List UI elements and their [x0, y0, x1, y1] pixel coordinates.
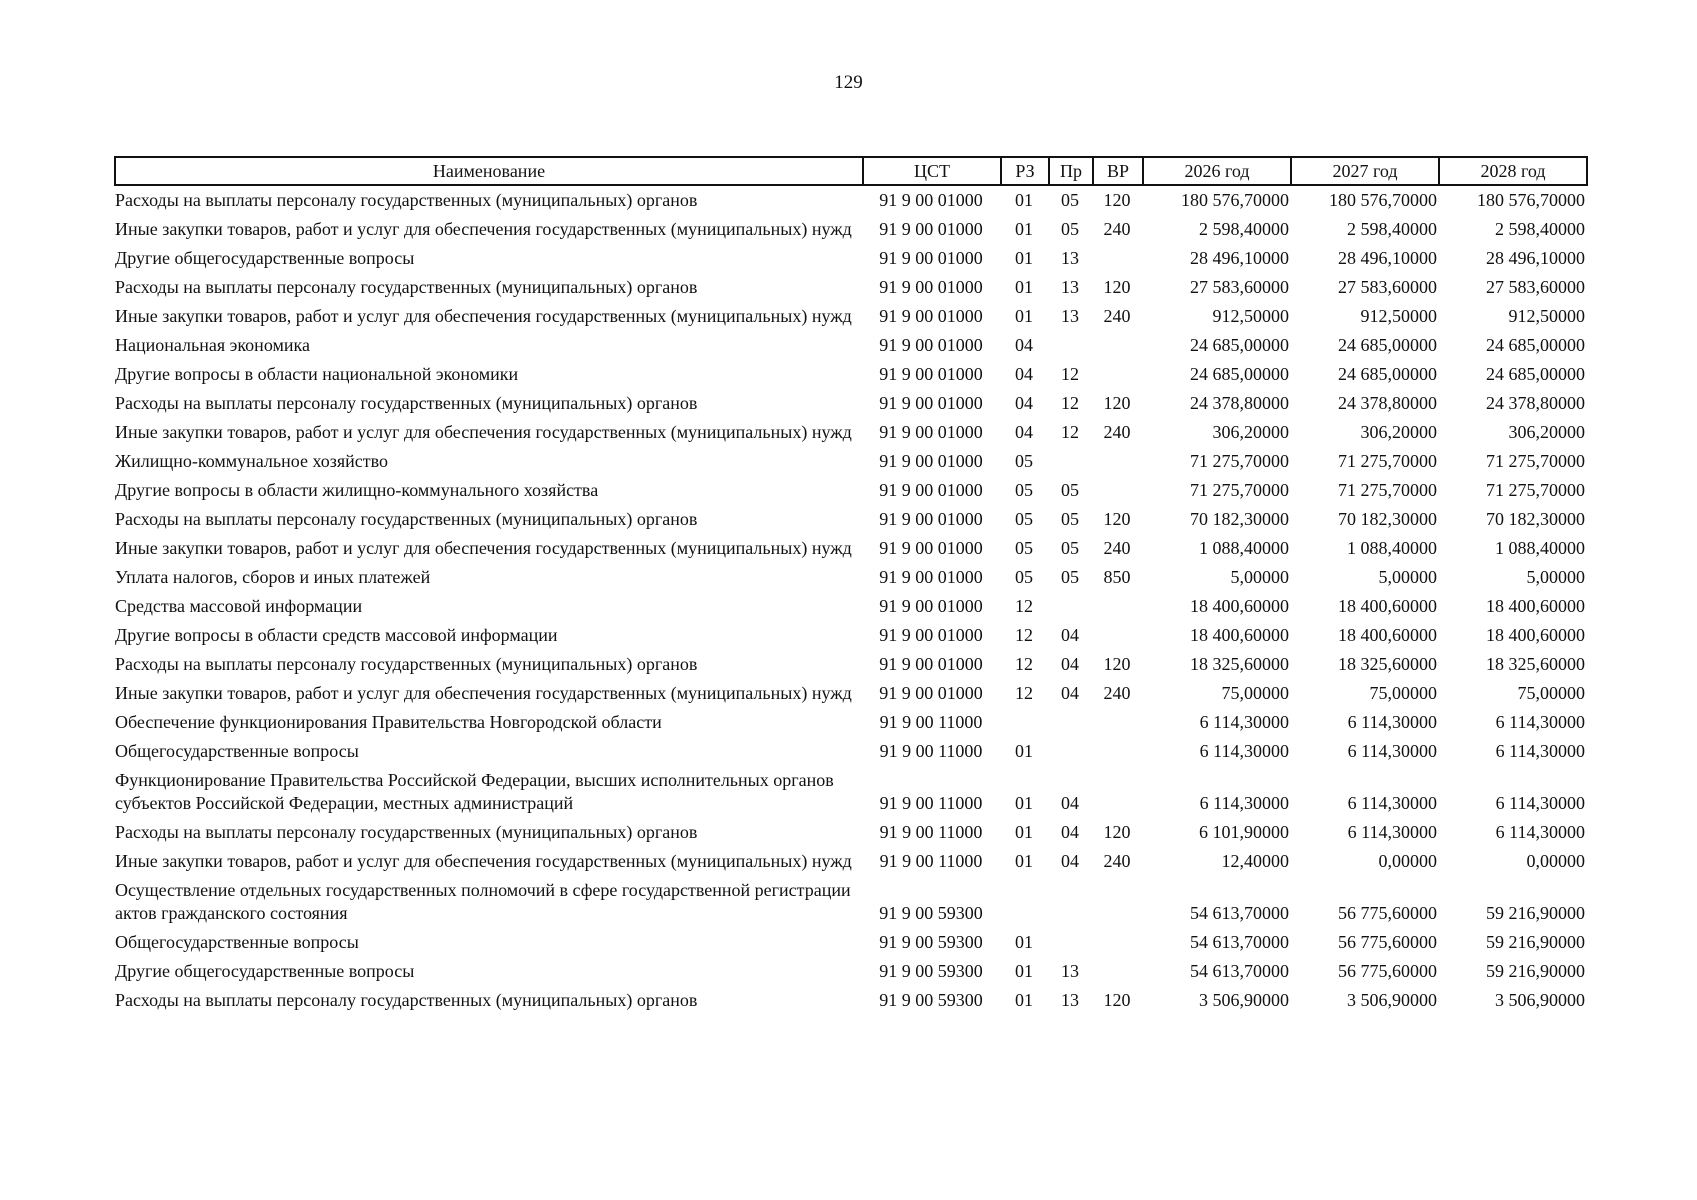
row-2027: 56 775,60000 — [1338, 903, 1437, 923]
row-pr: 13 — [1061, 961, 1079, 981]
row-cst: 91 9 00 59300 — [879, 990, 983, 1010]
row-pr — [1049, 876, 1093, 928]
row-2027: 18 400,60000 — [1338, 596, 1437, 616]
row-2028: 18 400,60000 — [1486, 625, 1585, 645]
row-2028: 59 216,90000 — [1486, 961, 1585, 981]
row-cst: 91 9 00 01000 — [879, 335, 983, 355]
table-row — [115, 476, 1587, 505]
row-pr: 04 — [1061, 654, 1079, 674]
row-vr: 120 — [1103, 654, 1131, 674]
row-pr: 05 — [1061, 480, 1079, 500]
row-vr: 240 — [1103, 422, 1131, 442]
row-2026: 6 101,90000 — [1199, 822, 1289, 842]
row-pr: 04 — [1061, 683, 1079, 703]
table-row — [115, 679, 1587, 708]
row-2027: 24 685,00000 — [1338, 364, 1437, 384]
table-row — [115, 986, 1587, 1015]
row-2027: 70 182,30000 — [1338, 509, 1437, 529]
row-rz: 05 — [1015, 509, 1033, 529]
row-2028: 1 088,40000 — [1495, 538, 1585, 558]
row-2027: 56 775,60000 — [1338, 932, 1437, 952]
row-name: Уплата налогов, сборов и иных платежей — [115, 567, 431, 587]
row-vr — [1093, 244, 1143, 273]
header-name: Наименование — [115, 157, 863, 185]
row-cst: 91 9 00 11000 — [879, 851, 983, 871]
row-pr — [1049, 928, 1093, 957]
row-2026: 28 496,10000 — [1190, 248, 1289, 268]
row-vr: 850 — [1103, 567, 1131, 587]
row-rz: 05 — [1015, 480, 1033, 500]
row-vr — [1093, 737, 1143, 766]
row-cst: 91 9 00 01000 — [879, 219, 983, 239]
row-name: Расходы на выплаты персоналу государственных (муниципальных) органов — [115, 190, 698, 210]
row-pr: 12 — [1061, 393, 1079, 413]
row-rz: 04 — [1015, 422, 1033, 442]
row-2026: 306,20000 — [1212, 422, 1289, 442]
row-2028: 75,00000 — [1517, 683, 1585, 703]
table-row — [115, 592, 1587, 621]
row-name: Иные закупки товаров, работ и услуг для обеспечения государственных (муниципальных) нужд — [115, 306, 852, 326]
row-2027: 56 775,60000 — [1338, 961, 1437, 981]
row-cst: 91 9 00 01000 — [879, 306, 983, 326]
row-cst: 91 9 00 01000 — [879, 509, 983, 529]
row-rz: 01 — [1015, 190, 1033, 210]
table-row — [115, 621, 1587, 650]
row-2026: 2 598,40000 — [1199, 219, 1289, 239]
row-cst: 91 9 00 11000 — [879, 793, 983, 813]
row-2027: 180 576,70000 — [1329, 190, 1437, 210]
row-rz: 01 — [1015, 932, 1033, 952]
row-cst: 91 9 00 11000 — [879, 741, 983, 761]
row-vr: 240 — [1103, 683, 1131, 703]
row-name: Расходы на выплаты персоналу государственных (муниципальных) органов — [115, 654, 698, 674]
row-rz — [1001, 876, 1049, 928]
row-cst: 91 9 00 01000 — [879, 567, 983, 587]
row-cst: 91 9 00 59300 — [879, 903, 983, 923]
row-cst: 91 9 00 11000 — [879, 822, 983, 842]
table-row — [115, 418, 1587, 447]
row-pr: 13 — [1061, 248, 1079, 268]
header-2026: 2026 год — [1143, 157, 1291, 185]
row-rz: 04 — [1015, 364, 1033, 384]
row-2027: 6 114,30000 — [1347, 822, 1437, 842]
row-pr: 05 — [1061, 538, 1079, 558]
row-cst: 91 9 00 01000 — [879, 364, 983, 384]
row-vr: 120 — [1103, 277, 1131, 297]
row-rz: 05 — [1015, 538, 1033, 558]
row-name: Жилищно-коммунальное хозяйство — [115, 451, 389, 471]
row-pr: 13 — [1061, 990, 1079, 1010]
row-2028: 6 114,30000 — [1495, 712, 1585, 732]
row-rz: 01 — [1015, 277, 1033, 297]
row-pr: 05 — [1061, 219, 1079, 239]
row-2026: 54 613,70000 — [1190, 961, 1289, 981]
row-name: Иные закупки товаров, работ и услуг для обеспечения государственных (муниципальных) нужд — [115, 683, 852, 703]
row-name: Национальная экономика — [115, 335, 310, 355]
row-2027: 6 114,30000 — [1347, 741, 1437, 761]
row-name: Другие вопросы в области жилищно-коммунального хозяйства — [115, 480, 599, 500]
table-row — [115, 737, 1587, 766]
row-vr: 120 — [1103, 509, 1131, 529]
row-2028: 27 583,60000 — [1486, 277, 1585, 297]
row-2027: 75,00000 — [1369, 683, 1437, 703]
row-cst: 91 9 00 01000 — [879, 422, 983, 442]
header-2027: 2027 год — [1291, 157, 1439, 185]
table-row — [115, 331, 1587, 360]
row-2026: 3 506,90000 — [1199, 990, 1289, 1010]
row-rz: 12 — [1015, 625, 1033, 645]
row-vr: 240 — [1103, 851, 1131, 871]
row-rz: 05 — [1015, 567, 1033, 587]
row-cst: 91 9 00 59300 — [879, 932, 983, 952]
row-name: Другие общегосударственные вопросы — [115, 961, 415, 981]
row-2027: 28 496,10000 — [1338, 248, 1437, 268]
row-vr — [1093, 928, 1143, 957]
table-row — [115, 876, 1587, 928]
row-2026: 912,50000 — [1212, 306, 1289, 326]
row-2026: 6 114,30000 — [1199, 741, 1289, 761]
header-pr: Пр — [1049, 157, 1093, 185]
row-name: Иные закупки товаров, работ и услуг для обеспечения государственных (муниципальных) нужд — [115, 219, 852, 239]
row-2027: 18 400,60000 — [1338, 625, 1437, 645]
row-rz: 12 — [1015, 683, 1033, 703]
row-2027: 27 583,60000 — [1338, 277, 1437, 297]
table-row — [115, 708, 1587, 737]
table-row — [115, 534, 1587, 563]
header-rz: РЗ — [1001, 157, 1049, 185]
row-2027: 24 378,80000 — [1338, 393, 1437, 413]
row-2026: 12,40000 — [1221, 851, 1289, 871]
row-rz: 01 — [1015, 248, 1033, 268]
row-pr: 04 — [1061, 822, 1079, 842]
row-name: Функционирование Правительства Российской Федерации, высших исполнительных органов субъектов Российской Федерации, местных администраций — [115, 770, 834, 813]
row-2028: 24 378,80000 — [1486, 393, 1585, 413]
row-name: Расходы на выплаты персоналу государственных (муниципальных) органов — [115, 822, 698, 842]
row-cst: 91 9 00 01000 — [879, 683, 983, 703]
table-row — [115, 928, 1587, 957]
row-2026: 6 114,30000 — [1199, 793, 1289, 813]
row-pr — [1049, 708, 1093, 737]
row-2027: 0,00000 — [1378, 851, 1437, 871]
row-cst: 91 9 00 01000 — [879, 277, 983, 297]
row-2026: 24 685,00000 — [1190, 364, 1289, 384]
row-name: Другие общегосударственные вопросы — [115, 248, 415, 268]
row-2028: 28 496,10000 — [1486, 248, 1585, 268]
row-pr: 12 — [1061, 422, 1079, 442]
row-vr: 240 — [1103, 306, 1131, 326]
row-pr — [1049, 331, 1093, 360]
page-number: 129 — [834, 72, 863, 93]
row-2028: 6 114,30000 — [1495, 793, 1585, 813]
row-2027: 1 088,40000 — [1347, 538, 1437, 558]
row-2026: 71 275,70000 — [1190, 451, 1289, 471]
row-2028: 59 216,90000 — [1486, 903, 1585, 923]
row-2026: 24 378,80000 — [1190, 393, 1289, 413]
row-vr — [1093, 476, 1143, 505]
table-row — [115, 447, 1587, 476]
row-rz: 04 — [1015, 335, 1033, 355]
row-rz: 01 — [1015, 961, 1033, 981]
row-cst: 91 9 00 01000 — [879, 451, 983, 471]
row-2027: 3 506,90000 — [1347, 990, 1437, 1010]
row-2028: 912,50000 — [1508, 306, 1585, 326]
table-header — [115, 157, 1587, 185]
row-cst: 91 9 00 01000 — [879, 480, 983, 500]
row-cst: 91 9 00 01000 — [879, 393, 983, 413]
row-2026: 18 325,60000 — [1190, 654, 1289, 674]
row-cst: 91 9 00 01000 — [879, 538, 983, 558]
row-2028: 70 182,30000 — [1486, 509, 1585, 529]
row-name: Расходы на выплаты персоналу государственных (муниципальных) органов — [115, 509, 698, 529]
row-pr: 12 — [1061, 364, 1079, 384]
row-rz: 01 — [1015, 822, 1033, 842]
row-pr: 05 — [1061, 567, 1079, 587]
row-pr: 04 — [1061, 851, 1079, 871]
table-row — [115, 766, 1587, 818]
row-pr — [1049, 592, 1093, 621]
header-2028: 2028 год — [1439, 157, 1587, 185]
row-rz: 01 — [1015, 219, 1033, 239]
table-row — [115, 650, 1587, 679]
row-rz: 05 — [1015, 451, 1033, 471]
table-row — [115, 505, 1587, 534]
row-2028: 3 506,90000 — [1495, 990, 1585, 1010]
row-name: Иные закупки товаров, работ и услуг для обеспечения государственных (муниципальных) нужд — [115, 851, 852, 871]
table-row — [115, 244, 1587, 273]
row-name: Общегосударственные вопросы — [115, 932, 359, 952]
row-cst: 91 9 00 01000 — [879, 248, 983, 268]
row-rz — [1001, 708, 1049, 737]
row-pr: 05 — [1061, 509, 1079, 529]
row-name: Расходы на выплаты персоналу государственных (муниципальных) органов — [115, 990, 698, 1010]
row-vr — [1093, 876, 1143, 928]
row-rz: 01 — [1015, 741, 1033, 761]
row-2028: 6 114,30000 — [1495, 822, 1585, 842]
row-cst: 91 9 00 01000 — [879, 190, 983, 210]
row-2027: 71 275,70000 — [1338, 451, 1437, 471]
table-row — [115, 302, 1587, 331]
row-2028: 306,20000 — [1508, 422, 1585, 442]
row-vr — [1093, 331, 1143, 360]
table-row — [115, 215, 1587, 244]
row-vr — [1093, 708, 1143, 737]
row-2028: 59 216,90000 — [1486, 932, 1585, 952]
row-2027: 5,00000 — [1378, 567, 1437, 587]
row-name: Средства массовой информации — [115, 596, 363, 616]
row-2028: 5,00000 — [1526, 567, 1585, 587]
row-pr: 04 — [1061, 793, 1079, 813]
row-2026: 18 400,60000 — [1190, 625, 1289, 645]
row-name: Иные закупки товаров, работ и услуг для обеспечения государственных (муниципальных) нужд — [115, 538, 852, 558]
row-2027: 6 114,30000 — [1347, 712, 1437, 732]
row-2027: 24 685,00000 — [1338, 335, 1437, 355]
row-2026: 5,00000 — [1230, 567, 1289, 587]
row-2028: 18 325,60000 — [1486, 654, 1585, 674]
row-pr: 04 — [1061, 625, 1079, 645]
table-body — [115, 185, 1587, 1015]
row-cst: 91 9 00 59300 — [879, 961, 983, 981]
row-2026: 18 400,60000 — [1190, 596, 1289, 616]
row-pr: 05 — [1061, 190, 1079, 210]
row-vr — [1093, 592, 1143, 621]
row-2028: 180 576,70000 — [1477, 190, 1585, 210]
row-pr — [1049, 737, 1093, 766]
row-2026: 1 088,40000 — [1199, 538, 1289, 558]
table-row — [115, 563, 1587, 592]
row-name: Расходы на выплаты персоналу государственных (муниципальных) органов — [115, 393, 698, 413]
row-2026: 24 685,00000 — [1190, 335, 1289, 355]
row-2026: 71 275,70000 — [1190, 480, 1289, 500]
table-row — [115, 185, 1587, 215]
table-row — [115, 360, 1587, 389]
row-2026: 6 114,30000 — [1199, 712, 1289, 732]
row-2027: 306,20000 — [1360, 422, 1437, 442]
row-2028: 71 275,70000 — [1486, 451, 1585, 471]
row-name: Осуществление отдельных государственных полномочий в сфере государственной регистрации актов гражданского состояния — [115, 880, 851, 923]
row-2028: 2 598,40000 — [1495, 219, 1585, 239]
row-name: Обеспечение функционирования Правительства Новгородской области — [115, 712, 662, 732]
row-rz: 04 — [1015, 393, 1033, 413]
header-row — [115, 157, 1587, 185]
row-pr: 13 — [1061, 306, 1079, 326]
row-vr — [1093, 621, 1143, 650]
row-rz: 01 — [1015, 793, 1033, 813]
row-2028: 24 685,00000 — [1486, 335, 1585, 355]
row-rz: 01 — [1015, 990, 1033, 1010]
row-2027: 18 325,60000 — [1338, 654, 1437, 674]
table-row — [115, 273, 1587, 302]
row-2028: 71 275,70000 — [1486, 480, 1585, 500]
row-vr: 120 — [1103, 190, 1131, 210]
row-2027: 2 598,40000 — [1347, 219, 1437, 239]
row-cst: 91 9 00 01000 — [879, 625, 983, 645]
row-2026: 70 182,30000 — [1190, 509, 1289, 529]
row-vr: 240 — [1103, 538, 1131, 558]
row-2026: 27 583,60000 — [1190, 277, 1289, 297]
row-vr — [1093, 957, 1143, 986]
row-2026: 75,00000 — [1221, 683, 1289, 703]
row-pr — [1049, 447, 1093, 476]
row-2028: 18 400,60000 — [1486, 596, 1585, 616]
row-cst: 91 9 00 01000 — [879, 654, 983, 674]
row-2028: 0,00000 — [1526, 851, 1585, 871]
table-row — [115, 389, 1587, 418]
row-cst: 91 9 00 11000 — [879, 712, 983, 732]
row-2028: 6 114,30000 — [1495, 741, 1585, 761]
row-vr — [1093, 447, 1143, 476]
row-2027: 912,50000 — [1360, 306, 1437, 326]
row-rz: 12 — [1015, 654, 1033, 674]
table-row — [115, 818, 1587, 847]
row-rz: 01 — [1015, 851, 1033, 871]
header-vr: ВР — [1093, 157, 1143, 185]
row-2026: 54 613,70000 — [1190, 932, 1289, 952]
row-2026: 54 613,70000 — [1190, 903, 1289, 923]
row-name: Другие вопросы в области национальной экономики — [115, 364, 519, 384]
row-vr: 120 — [1103, 822, 1131, 842]
row-vr: 120 — [1103, 990, 1131, 1010]
row-name: Иные закупки товаров, работ и услуг для обеспечения государственных (муниципальных) нужд — [115, 422, 852, 442]
row-vr: 240 — [1103, 219, 1131, 239]
header-cst: ЦСТ — [863, 157, 1001, 185]
table-row — [115, 847, 1587, 876]
row-cst: 91 9 00 01000 — [879, 596, 983, 616]
row-vr: 120 — [1103, 393, 1131, 413]
row-2027: 71 275,70000 — [1338, 480, 1437, 500]
table-row — [115, 957, 1587, 986]
row-pr: 13 — [1061, 277, 1079, 297]
budget-table — [114, 156, 1588, 1015]
row-vr — [1093, 360, 1143, 389]
row-name: Расходы на выплаты персоналу государственных (муниципальных) органов — [115, 277, 698, 297]
row-rz: 12 — [1015, 596, 1033, 616]
row-2028: 24 685,00000 — [1486, 364, 1585, 384]
row-vr — [1093, 766, 1143, 818]
row-rz: 01 — [1015, 306, 1033, 326]
row-2026: 180 576,70000 — [1181, 190, 1289, 210]
row-name: Общегосударственные вопросы — [115, 741, 359, 761]
row-2027: 6 114,30000 — [1347, 793, 1437, 813]
row-name: Другие вопросы в области средств массовой информации — [115, 625, 558, 645]
